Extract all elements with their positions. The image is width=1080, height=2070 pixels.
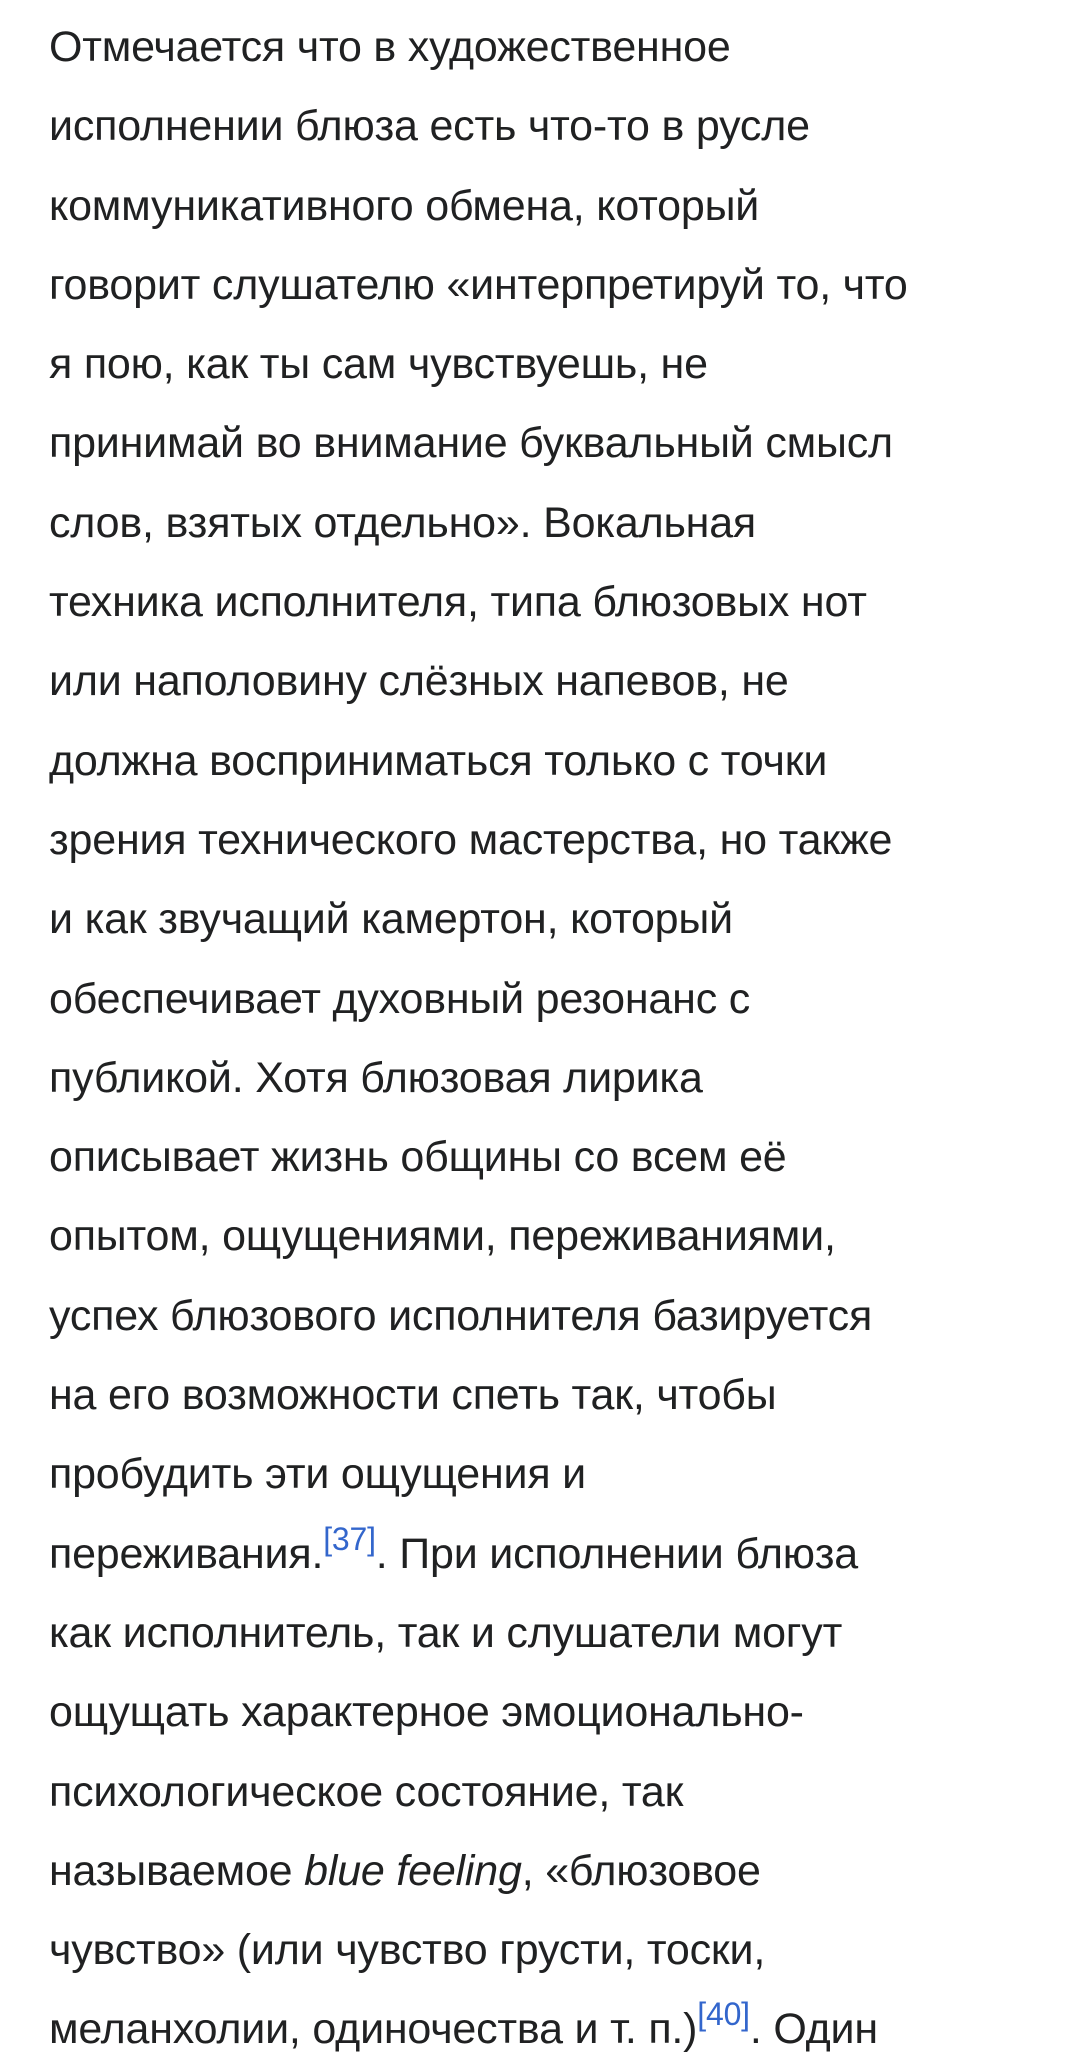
text-line: как исполнитель, так и слушатели могут — [49, 1608, 843, 1657]
italic-term: blue feeling — [304, 1846, 522, 1895]
text-line: описывает жизнь общины со всем её — [49, 1133, 787, 1182]
text-fragment: меланхолии, одиночества и т. п.) — [49, 2005, 698, 2054]
text-line: исполнении блюза есть что-то в русле — [49, 102, 810, 151]
text-line: публикой. Хотя блюзовая лирика — [49, 1053, 703, 1102]
text-line: или наполовину слёзных напевов, не — [49, 657, 789, 706]
article-paragraph — [49, 8, 1049, 2070]
text-fragment: , «блюзовое — [521, 1846, 761, 1895]
text-line: успех блюзового исполнителя базируется — [49, 1291, 873, 1340]
text-fragment: . При исполнении блюза — [375, 1529, 858, 1578]
text-line: опытом, ощущениями, переживаниями, — [49, 1212, 836, 1261]
text-line — [49, 1990, 1049, 2069]
text-line: и как звучащий камертон, который — [49, 895, 733, 944]
text-line — [49, 1832, 1049, 1911]
text-line: принимай во внимание буквальный смысл — [49, 419, 893, 468]
text-line: коммуникативного обмена, который — [49, 181, 760, 230]
text-line: слов, взятых отдельно». Вокальная — [49, 498, 757, 547]
text-line: зрения технического мастерства, но также — [49, 815, 893, 864]
text-line: обеспечивает духовный резонанс с — [49, 974, 751, 1023]
text-line — [49, 1515, 1049, 1594]
text-line: Отмечается что в художественное — [49, 23, 731, 71]
text-line: чувство» (или чувство грусти, тоски, — [49, 1926, 766, 1975]
text-fragment: . Один — [749, 2005, 878, 2054]
text-line: я пою, как ты сам чувствуешь, не — [49, 340, 708, 389]
text-line: пробудить эти ощущения и — [49, 1450, 586, 1499]
text-line: на его возможности спеть так, чтобы — [49, 1371, 777, 1420]
text-line: ощущать характерное эмоционально- — [49, 1688, 804, 1737]
text-fragment: называемое — [49, 1846, 305, 1895]
text-line: должна восприниматься только с точки — [49, 736, 828, 785]
text-fragment: переживания. — [49, 1529, 324, 1578]
text-line: техника исполнителя, типа блюзовых нот — [49, 578, 867, 627]
text-line: говорит слушателю «интерпретируй то, что — [49, 260, 908, 309]
reference-link-40[interactable]: [40] — [697, 1996, 750, 2033]
text-line: психологическое состояние, так — [49, 1767, 684, 1816]
reference-link-37[interactable]: [37] — [323, 1520, 376, 1557]
